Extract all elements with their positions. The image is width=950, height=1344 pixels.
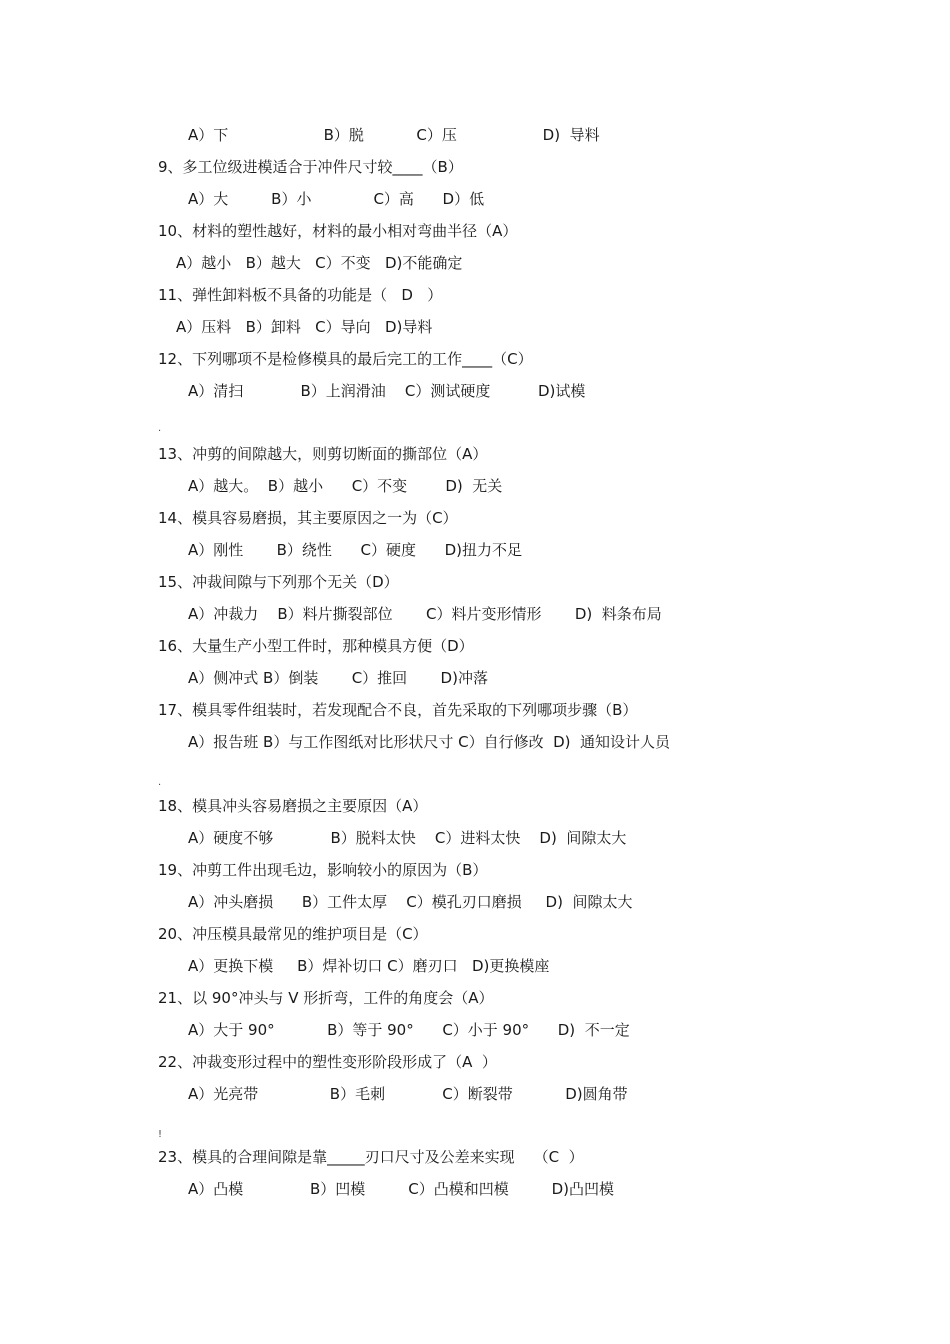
options-line: A）冲裁力 B）料片撕裂部位 C）料片变形情形 D) 料条布局 [188, 605, 662, 623]
question-12: 12、下列哪项不是检修模具的最后完工的工作____（C） [158, 350, 533, 368]
options-line: A）光亮带 B）毛刺 C）断裂带 D)圆角带 [188, 1085, 628, 1103]
question-15: 15、冲裁间隙与下列那个无关（D） [158, 573, 399, 591]
options-line: A）冲头磨损 B）工件太厚 C）模孔刃口磨损 D) 间隙太大 [188, 893, 633, 911]
options-line: A）压料 B）卸料 C）导向 D)导料 [176, 318, 433, 336]
question-10: 10、材料的塑性越好，材料的最小相对弯曲半径（A） [158, 222, 518, 240]
options-line: A）凸模 B）凹模 C）凸模和凹模 D)凸凹模 [188, 1180, 615, 1198]
options-line: A）大于 90° B）等于 90° C）小于 90° D) 不一定 [188, 1021, 630, 1039]
options-line: A）大 B）小 C）高 D）低 [188, 190, 485, 208]
options-line: A）刚性 B）绕性 C）硬度 D)扭力不足 [188, 541, 523, 559]
question-21: 21、以 90°冲头与 V 形折弯，工件的角度会（A） [158, 989, 494, 1007]
question-9: 9、多工位级进模适合于冲件尺寸较____（B） [158, 158, 463, 176]
stray-mark: ! [158, 1129, 163, 1140]
question-19: 19、冲剪工件出现毛边，影响较小的原因为（B） [158, 861, 488, 879]
question-18: 18、模具冲头容易磨损之主要原因（A） [158, 797, 428, 815]
options-line: A）下 B）脱 C）压 D) 导料 [188, 126, 600, 144]
options-line: A）越小 B）越大 C）不变 D)不能确定 [176, 254, 463, 272]
options-line: A）越大。 B）越小 C）不变 D) 无关 [188, 477, 503, 495]
options-line: A）报告班 B）与工作图纸对比形状尺寸 C）自行修改 D) 通知设计人员 [188, 733, 671, 751]
options-line: A）更换下模 B）焊补切口 C）磨刃口 D)更换模座 [188, 957, 550, 975]
stray-mark: . [158, 777, 162, 788]
question-16: 16、大量生产小型工件时，那种模具方便（D） [158, 637, 474, 655]
question-13: 13、冲剪的间隙越大，则剪切断面的撕部位（A） [158, 445, 488, 463]
question-20: 20、冲压模具最常见的维护项目是（C） [158, 925, 428, 943]
options-line: A）清扫 B）上润滑油 C）测试硬度 D)试模 [188, 382, 586, 400]
question-23: 23、模具的合理间隙是靠_____刃口尺寸及公差来实现 （C ） [158, 1148, 584, 1166]
question-22: 22、冲裁变形过程中的塑性变形阶段形成了（A ） [158, 1053, 497, 1071]
question-11: 11、弹性卸料板不具备的功能是（ D ） [158, 286, 443, 304]
stray-mark: . [158, 423, 162, 434]
options-line: A）硬度不够 B）脱料太快 C）进料太快 D) 间隙太大 [188, 829, 627, 847]
options-line: A）侧冲式 B）倒装 C）推回 D)冲落 [188, 669, 488, 687]
question-17: 17、模具零件组装时，若发现配合不良，首先采取的下列哪项步骤（B） [158, 701, 638, 719]
question-14: 14、模具容易磨损，其主要原因之一为（C） [158, 509, 458, 527]
